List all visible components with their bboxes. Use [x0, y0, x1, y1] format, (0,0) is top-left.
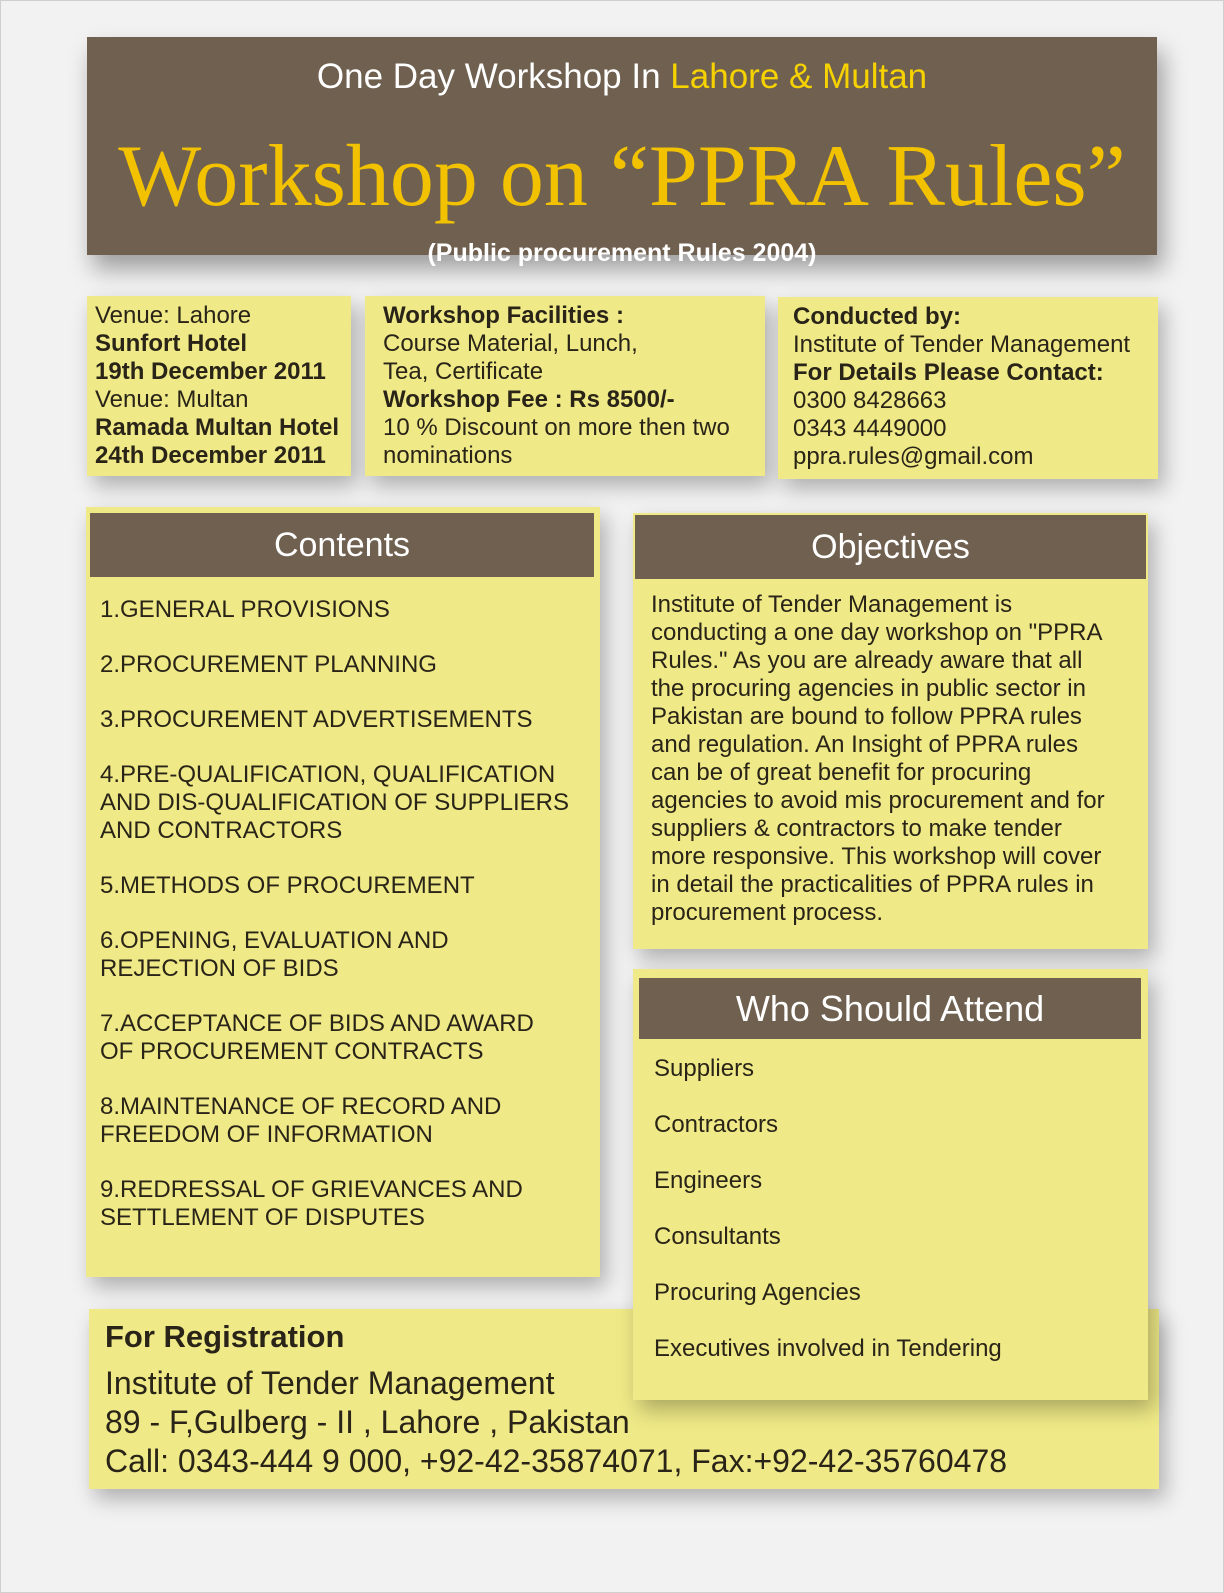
workshop-title: Workshop on “PPRA Rules”	[118, 128, 1126, 225]
workshop-subtitle: (Public procurement Rules 2004)	[427, 239, 817, 267]
contact-phone: 0343 4449000	[793, 415, 947, 442]
contents-item-line: AND DIS-QUALIFICATION OF SUPPLIERS	[100, 789, 569, 816]
discount-text: nominations	[383, 442, 513, 469]
contents-item-line: OF PROCUREMENT CONTRACTS	[100, 1038, 484, 1065]
organizer-name: Institute of Tender Management	[793, 331, 1131, 358]
facilities-heading: Workshop Facilities :	[383, 302, 624, 329]
contents-item-line: 1.GENERAL PROVISIONS	[100, 596, 390, 623]
attendee-item: Procuring Agencies	[654, 1279, 861, 1306]
attendee-item: Engineers	[654, 1167, 763, 1194]
registration-org: Institute of Tender Management	[105, 1365, 555, 1401]
objectives-line: more responsive. This workshop will cover	[651, 843, 1102, 870]
objectives-line: and regulation. An Insight of PPRA rules	[651, 731, 1078, 758]
contents-item-line: 3.PROCUREMENT ADVERTISEMENTS	[100, 706, 533, 733]
contents-item	[100, 1176, 590, 1232]
objectives-line: Pakistan are bound to follow PPRA rules	[651, 703, 1082, 730]
venue-lahore-label: Venue: Lahore	[95, 302, 252, 329]
contact-heading: For Details Please Contact:	[793, 359, 1104, 386]
who-should-attend-panel	[633, 969, 1148, 1400]
contents-item	[100, 761, 590, 845]
workshop-tagline	[87, 57, 1157, 97]
contents-heading: Contents	[90, 513, 594, 577]
contents-item	[100, 872, 590, 900]
contents-list	[100, 596, 590, 1259]
objectives-line: can be of great benefit for procuring	[651, 759, 1032, 786]
attendee-item: Consultants	[654, 1223, 781, 1250]
objectives-heading: Objectives	[635, 515, 1146, 579]
conducted-by-box	[778, 297, 1158, 479]
objectives-line: the procuring agencies in public sector in	[651, 675, 1086, 702]
objectives-line: suppliers & contractors to make tender	[651, 815, 1062, 842]
objectives-text	[651, 591, 1131, 927]
objectives-line: Rules." As you are already aware that all	[651, 647, 1083, 674]
contents-item	[100, 596, 590, 624]
contents-item-line: 4.PRE-QUALIFICATION, QUALIFICATION	[100, 761, 556, 788]
conducted-heading: Conducted by:	[793, 303, 961, 330]
venue-box	[87, 296, 351, 476]
facilities-box	[365, 296, 765, 476]
contact-phone: 0300 8428663	[793, 387, 947, 414]
header-banner	[87, 37, 1157, 267]
facilities-line: Tea, Certificate	[383, 358, 544, 385]
objectives-line: procurement process.	[651, 899, 884, 926]
tagline-prefix: One Day Workshop In	[316, 57, 661, 96]
facilities-line: Course Material, Lunch,	[383, 330, 638, 357]
contents-item-line: AND CONTRACTORS	[100, 817, 343, 844]
objectives-line: agencies to avoid mis procurement and for	[651, 787, 1105, 814]
contact-email: ppra.rules@gmail.com	[793, 443, 1034, 470]
venue-lahore-date: 19th December 2011	[95, 358, 326, 385]
attendee-list	[654, 1055, 1002, 1391]
tagline-places: Lahore & Multan	[670, 57, 928, 96]
contents-item-line: 6.OPENING, EVALUATION AND	[100, 927, 449, 954]
objectives-panel	[633, 513, 1148, 949]
objectives-line: Institute of Tender Management is	[651, 591, 1013, 618]
registration-phone: Call: 0343-444 9 000, +92-42-35874071, Fax:+92-42-35760478	[105, 1443, 1008, 1479]
attendee-item: Executives involved in Tendering	[654, 1335, 1002, 1362]
contents-item	[100, 927, 590, 983]
contents-panel	[86, 507, 600, 1277]
registration-address: 89 - F,Gulberg - II , Lahore , Pakistan	[105, 1404, 630, 1440]
attendee-item: Contractors	[654, 1111, 779, 1138]
contents-item-line: FREEDOM OF INFORMATION	[100, 1121, 433, 1148]
contents-item	[100, 651, 590, 679]
discount-text: 10 % Discount on more then two	[383, 414, 730, 441]
contents-item-line: 5.METHODS OF PROCUREMENT	[100, 872, 475, 899]
venue-lahore-hotel: Sunfort Hotel	[95, 330, 247, 357]
venue-multan-date: 24th December 2011	[95, 442, 326, 469]
contents-item-line: 9.REDRESSAL OF GRIEVANCES AND	[100, 1176, 523, 1203]
contents-item	[100, 1093, 590, 1149]
contents-item-line: SETTLEMENT OF DISPUTES	[100, 1204, 425, 1231]
objectives-line: in detail the practicalities of PPRA rules in	[651, 871, 1094, 898]
venue-multan-hotel: Ramada Multan Hotel	[95, 414, 340, 441]
registration-heading: For Registration	[105, 1319, 345, 1354]
contents-item-line: REJECTION OF BIDS	[100, 955, 339, 982]
who-heading: Who Should Attend	[639, 978, 1141, 1039]
contents-item-line: 2.PROCUREMENT PLANNING	[100, 651, 437, 678]
attendee-item: Suppliers	[654, 1055, 755, 1082]
objectives-line: conducting a one day workshop on "PPRA	[651, 619, 1103, 646]
contents-item	[100, 1010, 590, 1066]
workshop-fee: Workshop Fee : Rs 8500/-	[383, 386, 675, 413]
venue-multan-label: Venue: Multan	[95, 386, 249, 413]
contents-item	[100, 706, 590, 734]
contents-item-line: 8.MAINTENANCE OF RECORD AND	[100, 1093, 502, 1120]
contents-item-line: 7.ACCEPTANCE OF BIDS AND AWARD	[100, 1010, 534, 1037]
